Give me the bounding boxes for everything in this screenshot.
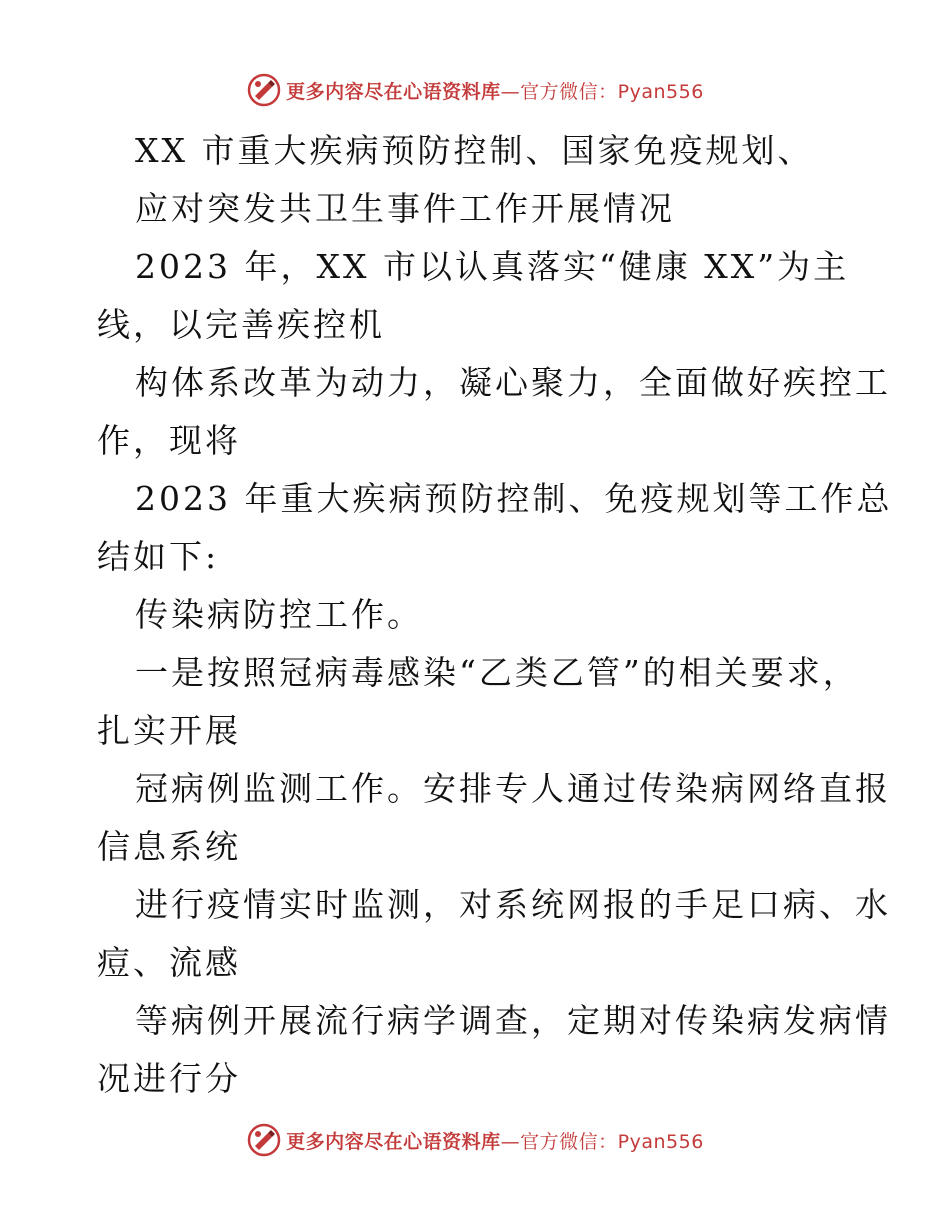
header-banner-accent-text: —官方微信：Pyan556 <box>500 80 704 103</box>
header-banner-main-text: 更多内容尽在心语资料库 <box>286 80 501 103</box>
brand-logo-icon <box>246 1122 282 1158</box>
document-line: 一是按照冠病毒感染“乙类乙管”的相关要求， <box>135 653 859 692</box>
document-line: 应对突发共卫生事件工作开展情况 <box>135 189 675 228</box>
header-banner <box>0 70 950 110</box>
document-line: 线，以完善疾控机 <box>97 305 385 344</box>
document-line: XX 市重大疾病预防控制、国家免疫规划、 <box>135 131 814 170</box>
document-line: 结如下: <box>97 537 220 576</box>
document-line: 痘、流感 <box>97 943 241 982</box>
document-line: 2023 年，XX 市以认真落实“健康 XX”为主 <box>135 247 850 286</box>
footer-banner-accent-text: —官方微信：Pyan556 <box>500 1130 704 1153</box>
document-line: 冠病例监测工作。安排专人通过传染病网络直报 <box>135 769 891 808</box>
brand-logo-icon <box>246 72 282 108</box>
document-line: 2023 年重大疾病预防控制、免疫规划等工作总 <box>135 479 893 518</box>
footer-banner <box>0 1120 950 1160</box>
document-line: 等病例开展流行病学调查，定期对传染病发病情 <box>135 1001 891 1040</box>
document-line: 信息系统 <box>97 827 241 866</box>
document-line: 构体系改革为动力，凝心聚力，全面做好疾控工 <box>135 363 891 402</box>
footer-banner-main-text: 更多内容尽在心语资料库 <box>286 1130 501 1153</box>
document-line: 作，现将 <box>97 421 241 460</box>
document-line: 进行疫情实时监测，对系统网报的手足口病、水 <box>135 885 891 924</box>
document-line: 扎实开展 <box>97 711 241 750</box>
document-body <box>97 122 893 1108</box>
document-line: 传染病防控工作。 <box>135 595 423 634</box>
document-line: 况进行分 <box>97 1059 241 1098</box>
